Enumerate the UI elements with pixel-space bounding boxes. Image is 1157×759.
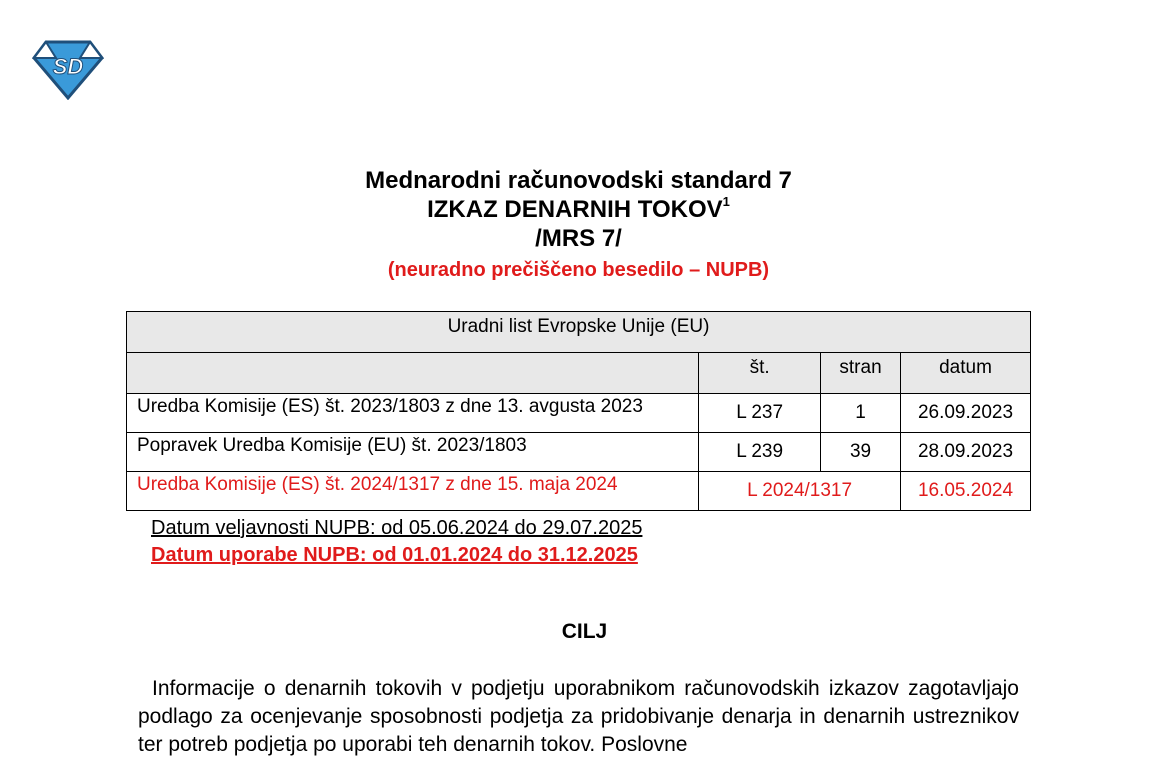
cell-datum: 16.05.2024 [901,472,1031,511]
title-line-2 [0,195,1157,224]
cell-act: Uredba Komisije (ES) št. 2023/1803 z dne 13. avgusta 2023 [127,394,699,433]
section-heading: CILJ [561,620,608,643]
cell-st: L 237 [699,394,821,433]
cell-act: Popravek Uredba Komisije (EU) št. 2023/1803 [127,433,699,472]
footnote-ref[interactable]: 1 [722,194,730,209]
title-line-3: /MRS 7/ [535,225,622,252]
cell-act: Uredba Komisije (ES) št. 2024/1317 z dne 15. maja 2024 [127,472,699,511]
column-header-datum: datum [901,353,1031,394]
title-subtitle: (neuradno prečiščeno besedilo – NUPB) [387,259,770,281]
cell-datum: 26.09.2023 [901,394,1031,433]
cell-datum: 28.09.2023 [901,433,1031,472]
title-text: IZKAZ DENARNIH TOKOV [427,196,723,223]
table-title-row [127,312,1031,353]
table-row [127,394,1031,433]
title-line-1: Mednarodni računovodski standard 7 [365,167,792,194]
table-header-row [127,353,1031,394]
sd-logo-icon [32,40,104,100]
column-header-stran: stran [821,353,901,394]
cell-stran: 1 [821,394,901,433]
validity-date: Datum veljavnosti NUPB: od 05.06.2024 do 29.07.2025 [151,517,643,539]
logo-text: SD [52,54,84,79]
section-paragraph: Informacije o denarnih tokovih v podjetju uporabnikom računovodskih izkazov zagotavljajo podlago za ocenjevanje sposobnosti podjetja za pridobivanje denarja in denarnih ustreznikov ter potreb podjetja po uporabi teh denarnih tokov. Poslovne [138,677,1019,756]
official-journal-table [126,311,1031,511]
application-date: Datum uporabe NUPB: od 01.01.2024 do 31.12.2025 [151,544,638,566]
validity-dates [151,515,642,569]
table-title: Uradni list Evropske Unije (EU) [127,312,1031,353]
cell-st: L 239 [699,433,821,472]
table-row-highlight [127,472,1031,511]
column-header-st: št. [699,353,821,394]
cell-stran: 39 [821,433,901,472]
document-title [0,166,1157,284]
cell-st-stran: L 2024/1317 [699,472,901,511]
table-row [127,433,1031,472]
column-header-act [127,353,699,394]
